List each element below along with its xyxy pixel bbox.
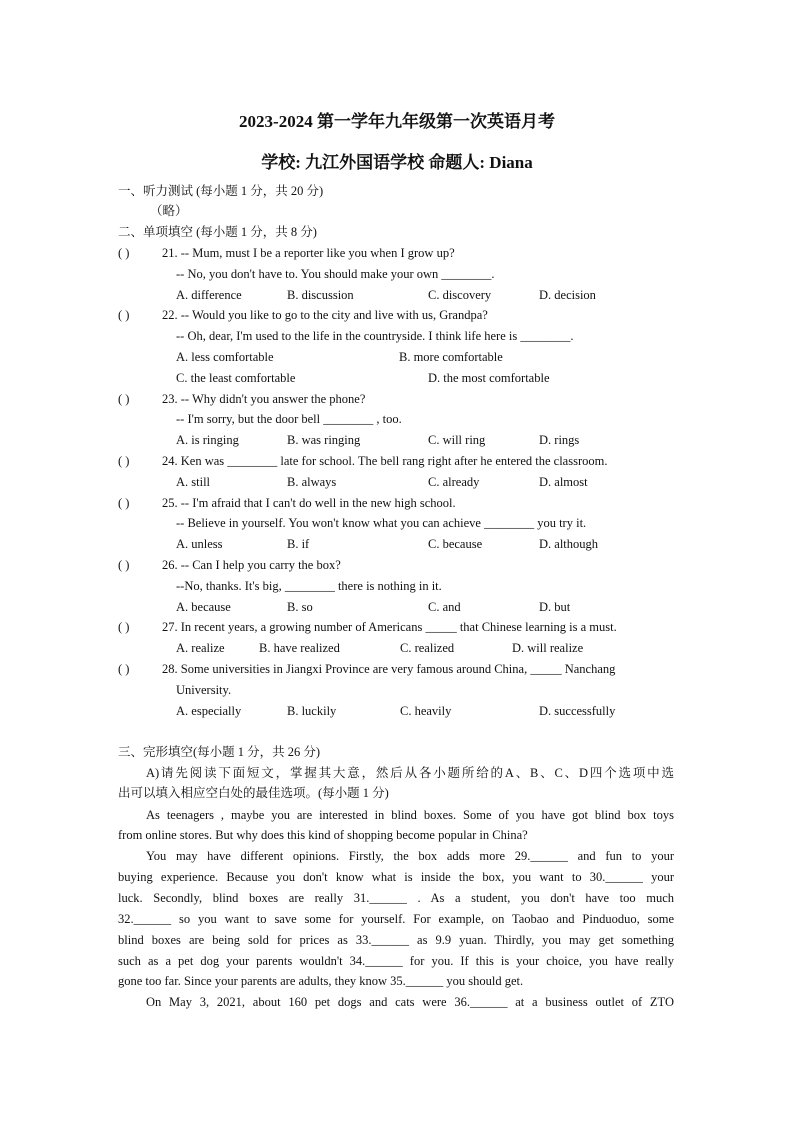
question-25-option-a: A. unless: [176, 537, 223, 551]
passage-p3-line1: On May 3, 2021, about 160 pet dogs and cats were 36.______ at a business outlet of ZTO: [146, 995, 674, 1009]
question-26-option-b: B. so: [287, 600, 313, 614]
question-26-line2: --No, thanks. It's big, ________ there is nothing in it.: [176, 579, 442, 593]
section-cloze-heading: 三、完形填空(每小题 1 分，共 26 分): [118, 745, 321, 759]
question-24-option-a: A. still: [176, 475, 211, 489]
answer-blank: ( ): [118, 558, 130, 572]
passage-p2-line6: such as a pet dog your parents wouldn't 34.______ for you. If this is your choice, you have really: [118, 954, 674, 968]
question-28-option-c: C. heavily: [400, 704, 452, 718]
question-28-stem: 28. Some universities in Jiangxi Province are very famous around China, _____ Nanchang: [162, 662, 616, 676]
passage-p1-line1: As teenagers , maybe you are interested in blind boxes. Some of you have got blind box toys: [146, 808, 674, 822]
question-21-option-d: D. decision: [539, 288, 596, 302]
answer-blank: ( ): [118, 308, 130, 322]
passage-p2-line5: blind boxes are being sold for prices as 33.______ as 9.9 yuan. Thirdly, you may get something: [118, 933, 674, 947]
answer-blank: ( ): [118, 392, 130, 406]
question-25-option-b: B. if: [287, 537, 310, 551]
question-23-option-c: C. will ring: [428, 433, 486, 447]
answer-blank: ( ): [118, 620, 130, 634]
passage-p2-line1: You may have different opinions. Firstly, the box adds more 29.______ and fun to your: [146, 849, 674, 863]
question-22-option-a: A. less comfortable: [176, 350, 274, 364]
question-24-stem: 24. Ken was ________ late for school. The bell rang right after he entered the classroom.: [162, 454, 608, 468]
question-26-option-d: D. but: [539, 600, 571, 614]
exam-title: 2023-2024 第一学年九年级第一次英语月考: [239, 112, 555, 131]
question-24-option-d: D. almost: [539, 475, 588, 489]
answer-blank: ( ): [118, 662, 130, 676]
question-25-line2: -- Believe in yourself. You won't know what you can achieve ________ you try it.: [176, 516, 587, 530]
cloze-instruction-line2: 出可以填入相应空白处的最佳选项。(每小题 1 分): [118, 786, 389, 800]
exam-subtitle: 学校: 九江外国语学校 命题人: Diana: [261, 153, 533, 172]
question-24-option-c: C. already: [428, 475, 480, 489]
answer-blank: ( ): [118, 246, 130, 260]
question-21-option-b: B. discussion: [287, 288, 354, 302]
question-21-option-a: A. difference: [176, 288, 242, 302]
question-23-option-d: D. rings: [539, 433, 580, 447]
question-23-line2: -- I'm sorry, but the door bell ________ , too.: [176, 412, 402, 426]
question-27-option-b: B. have realized: [259, 641, 340, 655]
passage-p2-line2: buying experience. Because you don't know what is inside the box, you want to 30.______ your: [118, 870, 674, 884]
question-26-option-a: A. because: [176, 600, 231, 614]
question-28-option-d: D. successfully: [539, 704, 616, 718]
question-22-line2: -- Oh, dear, I'm used to the life in the countryside. I think life here is ________.: [176, 329, 574, 343]
question-27-stem: 27. In recent years, a growing number of Americans _____ that Chinese learning is a must.: [162, 620, 617, 634]
question-23-option-b: B. was ringing: [287, 433, 361, 447]
question-22-option-c: C. the least comfortable: [176, 371, 296, 385]
question-24-option-b: B. always: [287, 475, 337, 489]
question-26-option-c: C. and: [428, 600, 461, 614]
question-22-option-b: B. more comfortable: [399, 350, 503, 364]
question-25-option-d: D. although: [539, 537, 599, 551]
question-28-option-b: B. luckily: [287, 704, 337, 718]
question-27-option-a: A. realize: [176, 641, 225, 655]
question-21-line2: -- No, you don't have to. You should make your own ________.: [176, 267, 495, 281]
question-21-option-c: C. discovery: [428, 288, 492, 302]
passage-p2-line7: gone too far. Since your parents are adults, they know 35.______ you should get.: [118, 974, 524, 988]
question-23-option-a: A. is ringing: [176, 433, 239, 447]
section-single-choice-heading: 二、单项填空 (每小题 1 分，共 8 分): [118, 225, 317, 239]
passage-p1-line2: from online stores. But why does this kind of shopping become popular in China?: [118, 828, 528, 842]
cloze-instruction-line1: A)请先阅读下面短文，掌握其大意，然后从各小题所给的A、B、C、D四个选项中选: [146, 766, 674, 780]
answer-blank: ( ): [118, 454, 130, 468]
question-27-option-c: C. realized: [400, 641, 455, 655]
question-26-stem: 26. -- Can I help you carry the box?: [162, 558, 341, 572]
question-21-stem: 21. -- Mum, must I be a reporter like you when I grow up?: [162, 246, 455, 260]
question-25-stem: 25. -- I'm afraid that I can't do well in the new high school.: [162, 496, 456, 510]
question-25-option-c: C. because: [428, 537, 483, 551]
passage-p2-line3: luck. Secondly, blind boxes are really 31.______ . As a student, you don't have too much: [118, 891, 674, 905]
question-22-stem: 22. -- Would you like to go to the city and live with us, Grandpa?: [162, 308, 488, 322]
question-28-line2: University.: [176, 683, 232, 697]
question-27-option-d: D. will realize: [512, 641, 584, 655]
passage-p2-line4: 32.______ so you want to save some for yourself. For example, on Taobao and Pinduoduo, some: [118, 912, 674, 926]
question-28-option-a: A. especially: [176, 704, 242, 718]
section-listening-note: （略）: [150, 204, 188, 218]
answer-blank: ( ): [118, 496, 130, 510]
question-22-option-d: D. the most comfortable: [428, 371, 550, 385]
question-23-stem: 23. -- Why didn't you answer the phone?: [162, 392, 366, 406]
section-listening-heading: 一、听力测试 (每小题 1 分，共 20 分): [118, 184, 324, 198]
